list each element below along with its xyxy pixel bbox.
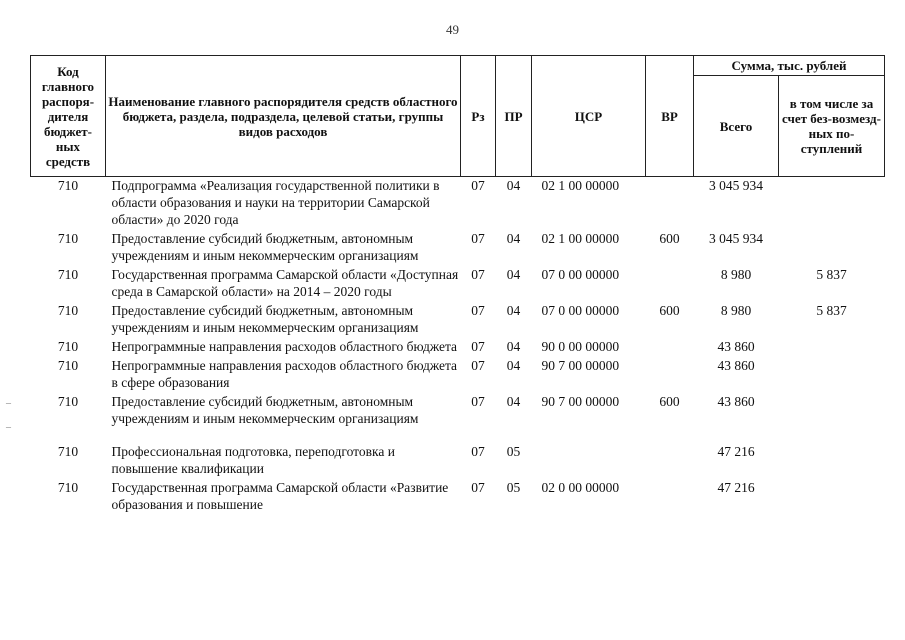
row-total: 3 045 934 — [709, 231, 763, 246]
row-pr: 05 — [506, 444, 521, 459]
row-incl — [779, 393, 885, 429]
row-rz: 07 — [471, 231, 485, 246]
table-row — [31, 338, 885, 357]
header-name: Наименование главного распорядителя средств областного бюджета, раздела, подраздела, целевой статьи, группы видов расходов — [106, 56, 461, 177]
header-csr: ЦСР — [532, 56, 646, 177]
row-total: 8 980 — [720, 267, 752, 282]
row-incl: 5 837 — [816, 267, 847, 282]
table-row — [31, 357, 885, 393]
row-incl — [779, 177, 885, 231]
row-rz: 07 — [471, 444, 485, 459]
row-vr — [646, 338, 694, 357]
row-code: 710 — [57, 267, 79, 282]
row-incl — [779, 479, 885, 515]
row-vr — [646, 177, 694, 231]
row-name: Государственная программа Самарской области «Развитие образования и повышение — [111, 480, 449, 512]
row-vr — [646, 266, 694, 302]
row-pr: 04 — [506, 178, 521, 193]
row-total: 43 860 — [717, 394, 755, 409]
row-code: 710 — [57, 444, 79, 459]
row-csr: 07 0 00 00000 — [541, 303, 620, 318]
row-csr: 07 0 00 00000 — [541, 267, 620, 282]
row-csr: 02 1 00 00000 — [541, 178, 620, 193]
budget-table — [30, 55, 885, 515]
row-incl — [779, 338, 885, 357]
row-vr: 600 — [659, 303, 680, 318]
table-body — [31, 177, 885, 516]
row-code: 710 — [57, 303, 79, 318]
row-code: 710 — [57, 231, 79, 246]
margin-marks: – – — [6, 398, 11, 433]
row-total: 8 980 — [720, 303, 752, 318]
table-row — [31, 266, 885, 302]
row-rz: 07 — [471, 358, 485, 373]
header-incl: в том числе за счет без-возмезд-ных по-ступлений — [779, 76, 885, 177]
row-pr: 04 — [506, 358, 521, 373]
row-csr: 02 0 00 00000 — [541, 480, 620, 495]
row-total: 43 860 — [717, 339, 755, 354]
row-name: Подпрограмма «Реализация государственной политики в области образования и науки на территории Самарской области» до 2020 года — [111, 178, 440, 227]
row-vr — [646, 357, 694, 393]
row-code: 710 — [57, 394, 79, 409]
row-vr — [646, 429, 694, 479]
row-pr: 05 — [506, 480, 521, 495]
row-code: 710 — [57, 178, 79, 193]
header-total: Всего — [694, 76, 779, 177]
row-pr: 04 — [506, 303, 521, 318]
row-incl: 5 837 — [816, 303, 847, 318]
header-pr: ПР — [496, 56, 532, 177]
row-vr — [646, 479, 694, 515]
table-row — [31, 479, 885, 515]
row-code: 710 — [57, 358, 79, 373]
row-incl — [779, 357, 885, 393]
header-code: Код главного распоря-дителя бюджет-ных средств — [31, 56, 106, 177]
row-csr: 90 7 00 00000 — [541, 358, 620, 373]
row-incl — [779, 429, 885, 479]
row-total: 47 216 — [717, 444, 755, 459]
row-incl — [779, 230, 885, 266]
row-csr: 02 1 00 00000 — [541, 231, 620, 246]
row-csr — [532, 429, 646, 479]
row-pr: 04 — [506, 339, 521, 354]
row-vr: 600 — [659, 394, 680, 409]
table-row — [31, 429, 885, 479]
header-rz: Рз — [461, 56, 496, 177]
row-name: Профессиональная подготовка, переподготовка и повышение квалификации — [111, 444, 395, 476]
row-vr: 600 — [659, 231, 680, 246]
row-name: Непрограммные направления расходов областного бюджета в сфере образования — [111, 358, 458, 390]
row-code: 710 — [57, 339, 79, 354]
header-sum: Сумма, тыс. рублей — [694, 56, 885, 76]
row-rz: 07 — [471, 178, 485, 193]
row-name: Предоставление субсидий бюджетным, автономным учреждениям и иным некоммерческим организациям — [111, 303, 419, 335]
row-name: Предоставление субсидий бюджетным, автономным учреждениям и иным некоммерческим организациям — [111, 394, 419, 426]
row-rz: 07 — [471, 267, 485, 282]
table-row — [31, 230, 885, 266]
row-name: Непрограммные направления расходов областного бюджета — [111, 339, 458, 354]
row-total: 47 216 — [717, 480, 755, 495]
row-csr: 90 7 00 00000 — [541, 394, 620, 409]
table-row — [31, 177, 885, 231]
row-csr: 90 0 00 00000 — [541, 339, 620, 354]
row-pr: 04 — [506, 231, 521, 246]
row-rz: 07 — [471, 394, 485, 409]
row-code: 710 — [57, 480, 79, 495]
row-rz: 07 — [471, 339, 485, 354]
row-total: 3 045 934 — [709, 178, 763, 193]
header-vr: ВР — [646, 56, 694, 177]
table-row — [31, 393, 885, 429]
row-pr: 04 — [506, 394, 521, 409]
row-total: 43 860 — [717, 358, 755, 373]
row-name: Государственная программа Самарской области «Доступная среда в Самарской области» на 2014 – 2020 годы — [111, 267, 459, 299]
row-rz: 07 — [471, 480, 485, 495]
table-row — [31, 302, 885, 338]
row-name: Предоставление субсидий бюджетным, автономным учреждениям и иным некоммерческим организациям — [111, 231, 419, 263]
page-number: 49 — [446, 22, 459, 37]
row-pr: 04 — [506, 267, 521, 282]
row-rz: 07 — [471, 303, 485, 318]
